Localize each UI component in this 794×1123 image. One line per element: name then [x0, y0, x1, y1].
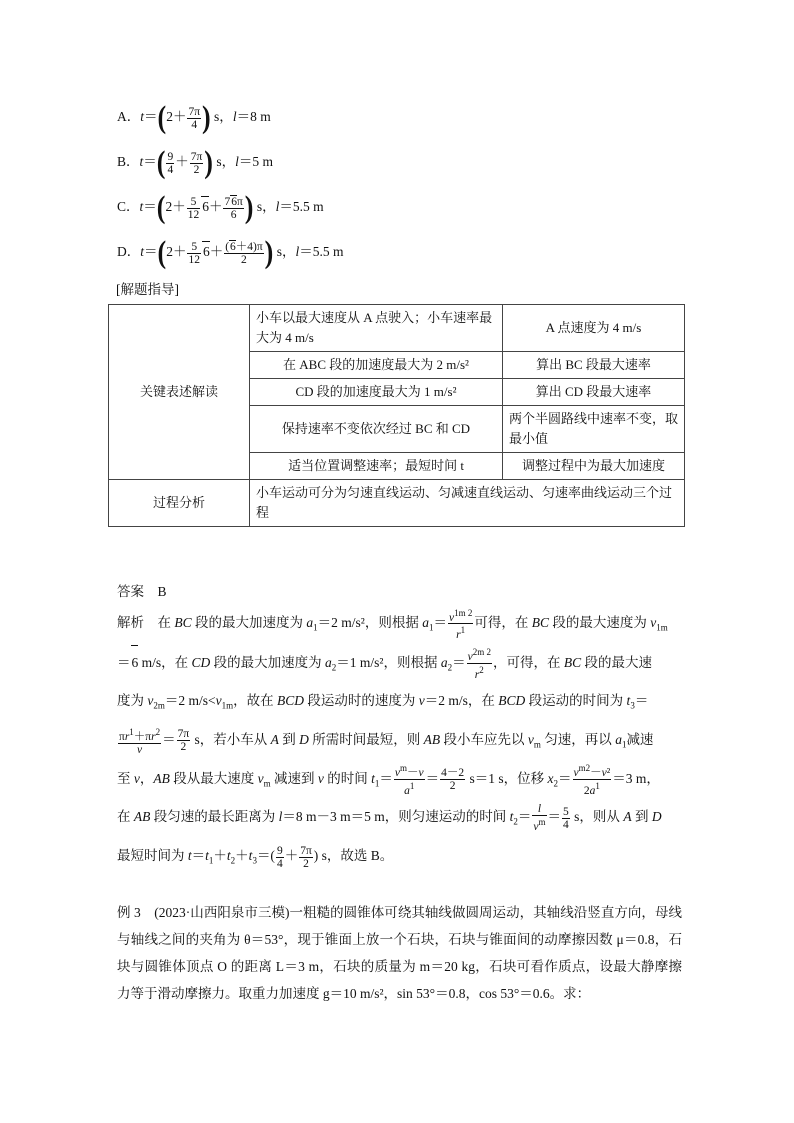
table-cell: 小车以最大速度从 A 点驶入；小车速率最大为 4 m/s [250, 305, 503, 352]
answer: 答案 B [117, 584, 167, 599]
option-b: B．t＝( $\frac{9}{4}$ ＋ $\frac{7\pi}{2}$ ) s，l＝5 m [117, 145, 273, 180]
table-category-process: 过程分析 [109, 480, 250, 527]
table-cell: 小车运动可分为匀速直线运动、匀减速直线运动、匀速率曲线运动三个过程 [250, 480, 685, 527]
table-cell: 调整过程中为最大加速度 [503, 453, 685, 480]
table-cell: 算出 BC 段最大速率 [503, 352, 685, 379]
table-cell: 适当位置调整速率；最短时间 t [250, 453, 503, 480]
table-cell: A 点速度为 4 m/s [503, 305, 685, 352]
table-cell: 两个半圆路线中速率不变，取最小值 [503, 406, 685, 453]
analysis: 解析 在 BC 段的最大加速度为 $a_1=2$ m/s²，则根据 $a_1=$ $\frac{v^{1m 2}}{r^1}$ 可得，在 BC 段的最大速度为 $v_{1m}$ ＝6 m/s，在 CD 段的最大加速度为 $a_2=1$ m/s²，则根据 $a_2=$ $\frac{v^{2m 2}}{r^2}$ ，可得，在 BC 段的最大速 度为 $v_{2m}=2$ $m/s<v_{1m}$，故在 BCD 段运动时的速度为 v＝2 m/s，在 BCD 段运动的时间为 $t_3=$ $\frac{\pi r^1+\pi r^2}{v}$ ＝ $\frac{7\pi}{2}$ s，若小车从 A 到 D 所需时间最短，则 AB 段小车应先以 $v_m$ 匀速，再以 $a_1$减速 至 v，AB 段从最大速度 $v_m$ 减速到 v 的时间 $t_1=$ $\frac{v^m-v}{a^1}$ ＝ $\frac{4-2}{2}$ s＝1 s，位移 $x_2=$ $\frac{v^{m2}-v^2}{2a^1}$ ＝3 m， 在 AB 段匀速的最长距离为 l＝8 m－3 m＝5 m，则匀速运动的时间 $t_2=$ $\frac{l}{v^m}$ ＝ $\frac{5}{4}$ s，则从 A 到 D 最短时间为 $t=t_1+t_2+t_3=$( $\frac{9}{4}$ ＋ $\frac{7\pi}{2}$ ) s，故选 B。 [117, 607, 668, 870]
key-table [108, 304, 685, 527]
guide-heading: [解题指导] [116, 282, 179, 297]
option-c: C．t＝(2＋ $\frac{5}{12}$ 6＋ $\frac{76\pi}{6}$ ) s，l＝5.5 m [117, 190, 324, 225]
table-cell: CD 段的加速度最大为 1 m/s² [250, 379, 503, 406]
table-cell: 保持速率不变依次经过 BC 和 CD [250, 406, 503, 453]
table-category-key: 关键表述解读 [109, 305, 250, 480]
option-a: A．t＝(2＋ $\frac{7\pi}{4}$ ) s，l＝8 m [117, 100, 271, 135]
option-d: D．t＝(2＋ $\frac{5}{12}$ 6＋ $\frac{(6+4)\pi}{2}$ ) s，l＝5.5 m [117, 235, 344, 270]
table-cell: 在 ABC 段的加速度最大为 2 m/s² [250, 352, 503, 379]
analysis-label: 解析 [117, 615, 144, 630]
example-3: 例 3 (2023·山西阳泉市三模)一粗糙的圆锥体可绕其轴线做圆周运动，其轴线沿竖直方向，母线与轴线之间的夹角为 θ＝53°，现于锥面上放一个石块，石块与锥面间的动摩擦因数 μ＝0.8，石块与圆锥体顶点 O 的距离 L＝3 m，石块的质量为 m＝20 kg，石块可看作质点，设最大静摩擦力等于滑动摩擦力。取重力加速度 g＝10 m/s²，sin 53°＝0.8，cos 53°＝0.6。求： [117, 905, 682, 1001]
table-cell: 算出 CD 段最大速率 [503, 379, 685, 406]
